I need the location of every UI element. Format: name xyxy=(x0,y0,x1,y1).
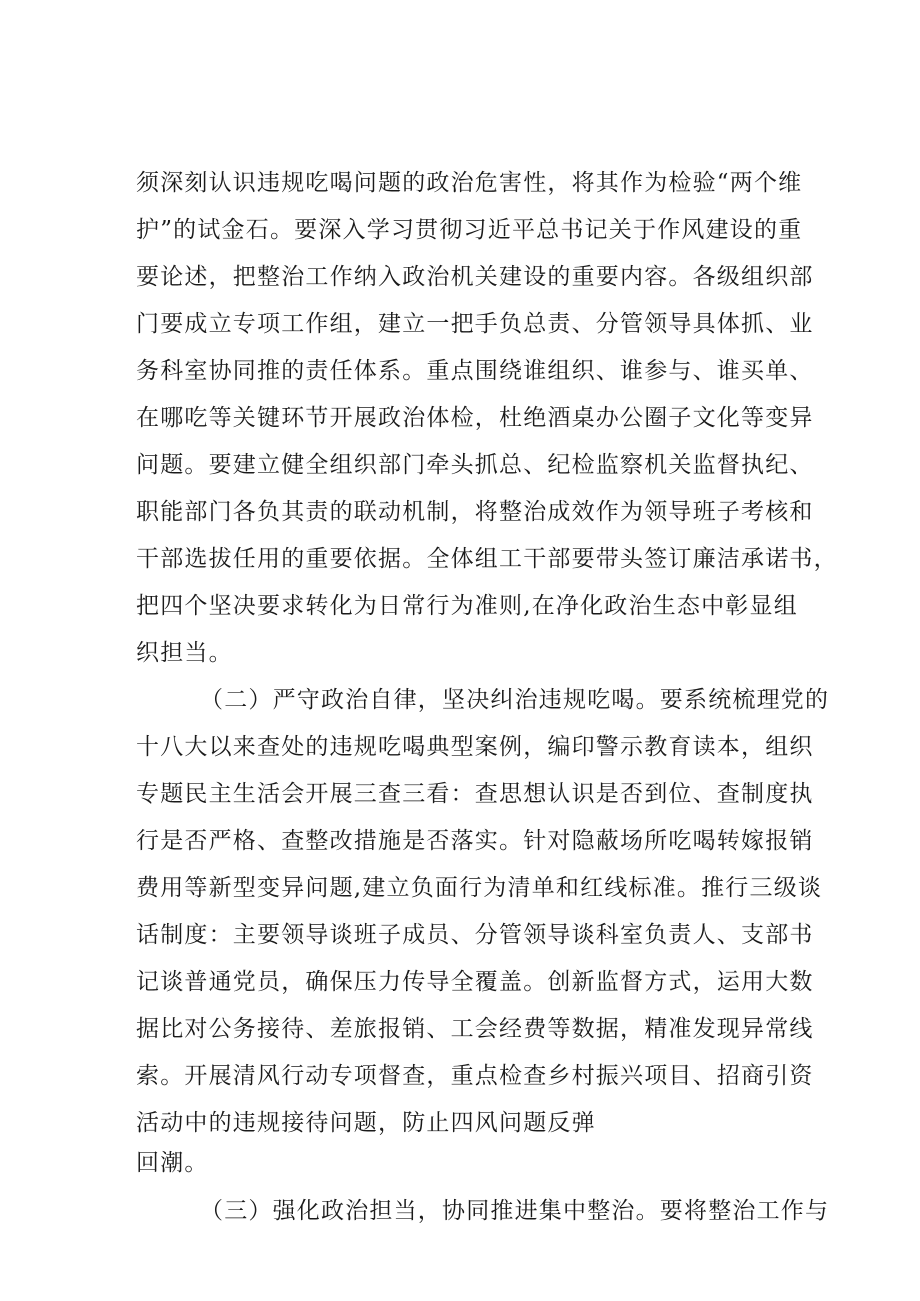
text-line: 织担当。 xyxy=(136,640,233,666)
text-line: 问题。要建立健全组织部门牵头抓总、纪检监察机关监督执纪、 xyxy=(136,452,814,478)
text-line: 在哪吃等关键环节开展政治体检，杜绝酒桌办公圈子文化等变异 xyxy=(136,405,814,431)
text-line: 话制度：主要领导谈班子成员、分管领导谈科室负责人、支部书 xyxy=(136,922,814,948)
text-line: 要论述，把整治工作纳入政治机关建设的重要内容。各级组织部 xyxy=(136,264,814,290)
section-heading-2: （二）严守政治自律，坚决纠治违规吃喝。要系统梳理党的 xyxy=(200,687,830,713)
text-line: 活动中的违规接待问题，防止四风问题反弹 xyxy=(136,1110,596,1136)
text-line: 护”的试金石。要深入学习贯彻习近平总书记关于作风建设的重 xyxy=(136,217,803,243)
text-line: 十八大以来查处的违规吃喝典型案例，编印警示教育读本，组织 xyxy=(136,734,814,760)
section-heading-3: （三）强化政治担当，协同推进集中整治。要将整治工作与 xyxy=(200,1198,830,1224)
text-line: 门要成立专项工作组，建立一把手负总责、分管领导具体抓、业 xyxy=(136,311,814,337)
text-line: 专题民主生活会开展三查三看：查思想认识是否到位、查制度执 xyxy=(136,781,814,807)
text-line: 索。开展清风行动专项督查，重点检查乡村振兴项目、招商引资 xyxy=(136,1063,814,1089)
text-line: 回潮。 xyxy=(136,1150,209,1176)
text-line: 费用等新型变异问题,建立负面行为清单和红线标准。推行三级谈 xyxy=(136,875,823,901)
text-line: 记谈普通党员，确保压力传导全覆盖。创新监督方式，运用大数 xyxy=(136,969,814,995)
text-line: 据比对公务接待、差旅报销、工会经费等数据，精准发现异常线 xyxy=(136,1016,814,1042)
text-line: 把四个坚决要求转化为日常行为准则,在净化政治生态中彰显组 xyxy=(136,593,798,619)
text-line: 职能部门各负其责的联动机制，将整治成效作为领导班子考核和 xyxy=(136,499,814,525)
text-line: 行是否严格、查整改措施是否落实。针对隐蔽场所吃喝转嫁报销 xyxy=(136,828,814,854)
text-line: 须深刻认识违规吃喝问题的政治危害性，将其作为检验“两个维 xyxy=(136,170,803,196)
text-line: 务科室协同推的责任体系。重点围绕谁组织、谁参与、谁买单、 xyxy=(136,358,814,384)
text-line: 干部选拔任用的重要依据。全体组工干部要带头签订廉洁承诺书， xyxy=(136,546,838,572)
